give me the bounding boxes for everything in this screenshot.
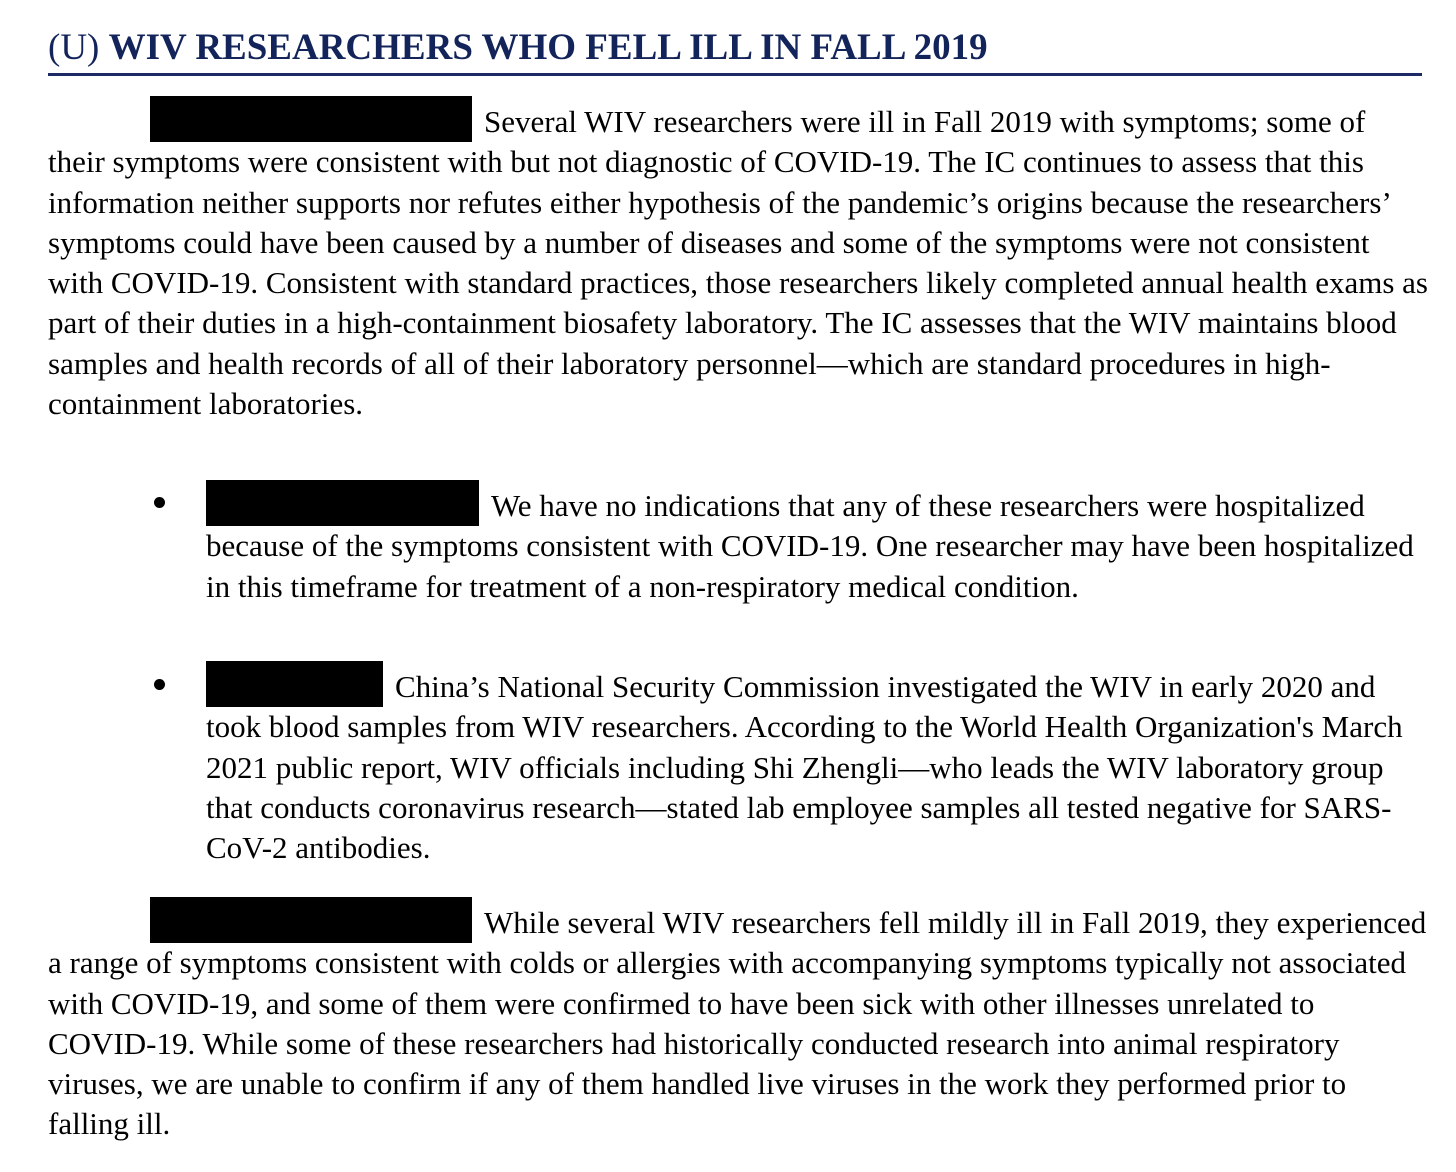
redaction-block (206, 480, 479, 526)
redaction-block (206, 661, 383, 707)
bullet-2-text: China’s National Security Commission investigated the WIV in early 2020 and took blood samples from WIV researchers. According to the World Health Organization's March 2021 public report, WIV officials including Shi Zhengli—who leads the WIV laboratory group that conducts coronavirus research—stated lab employee samples all tested negative for SARS-CoV-2 antibodies. (206, 669, 1403, 866)
paragraph-2 (48, 897, 1428, 1145)
heading-underline (48, 73, 1422, 76)
paragraph-1-text: Several WIV researchers were ill in Fall 2019 with symptoms; some of their symptoms were consistent with but not diagnostic of COVID-19. The IC continues to assess that this information neither supports nor refutes either hypothesis of the pandemic’s origins because the researchers’ symptoms could have been caused by a number of diseases and some of the symptoms were not consistent with COVID-19. Consistent with standard practices, those researchers likely completed annual health exams as part of their duties in a high-containment biosafety laboratory. The IC assesses that the WIV maintains blood samples and health records of all of their laboratory personnel—which are standard procedures in high-containment laboratories. (48, 104, 1428, 422)
bullet-item-2 (206, 661, 1416, 868)
section-heading (48, 26, 988, 70)
bullet-icon (154, 497, 165, 508)
bullet-1-text: We have no indications that any of these researchers were hospitalized because of the symptoms consistent with COVID-19. One researcher may have been hospitalized in this timeframe for treatment of a non-respiratory medical condition. (206, 488, 1414, 604)
paragraph-2-text: While several WIV researchers fell mildly ill in Fall 2019, they experienced a range of symptoms consistent with colds or allergies with accompanying symptoms typically not associated with COVID-19, and some of them were confirmed to have been sick with other illnesses unrelated to COVID-19. While some of these researchers had historically conducted research into animal respiratory viruses, we are unable to confirm if any of them handled live viruses in the work they performed prior to falling ill. (48, 905, 1427, 1142)
paragraph-1 (48, 96, 1428, 424)
classification-marking: (U) (48, 27, 100, 68)
redaction-block (150, 897, 472, 943)
bullet-item-1 (206, 480, 1416, 607)
bullet-icon (154, 679, 165, 690)
section-title: WIV RESEARCHERS WHO FELL ILL IN FALL 2019 (108, 27, 988, 68)
redaction-block (150, 96, 472, 142)
